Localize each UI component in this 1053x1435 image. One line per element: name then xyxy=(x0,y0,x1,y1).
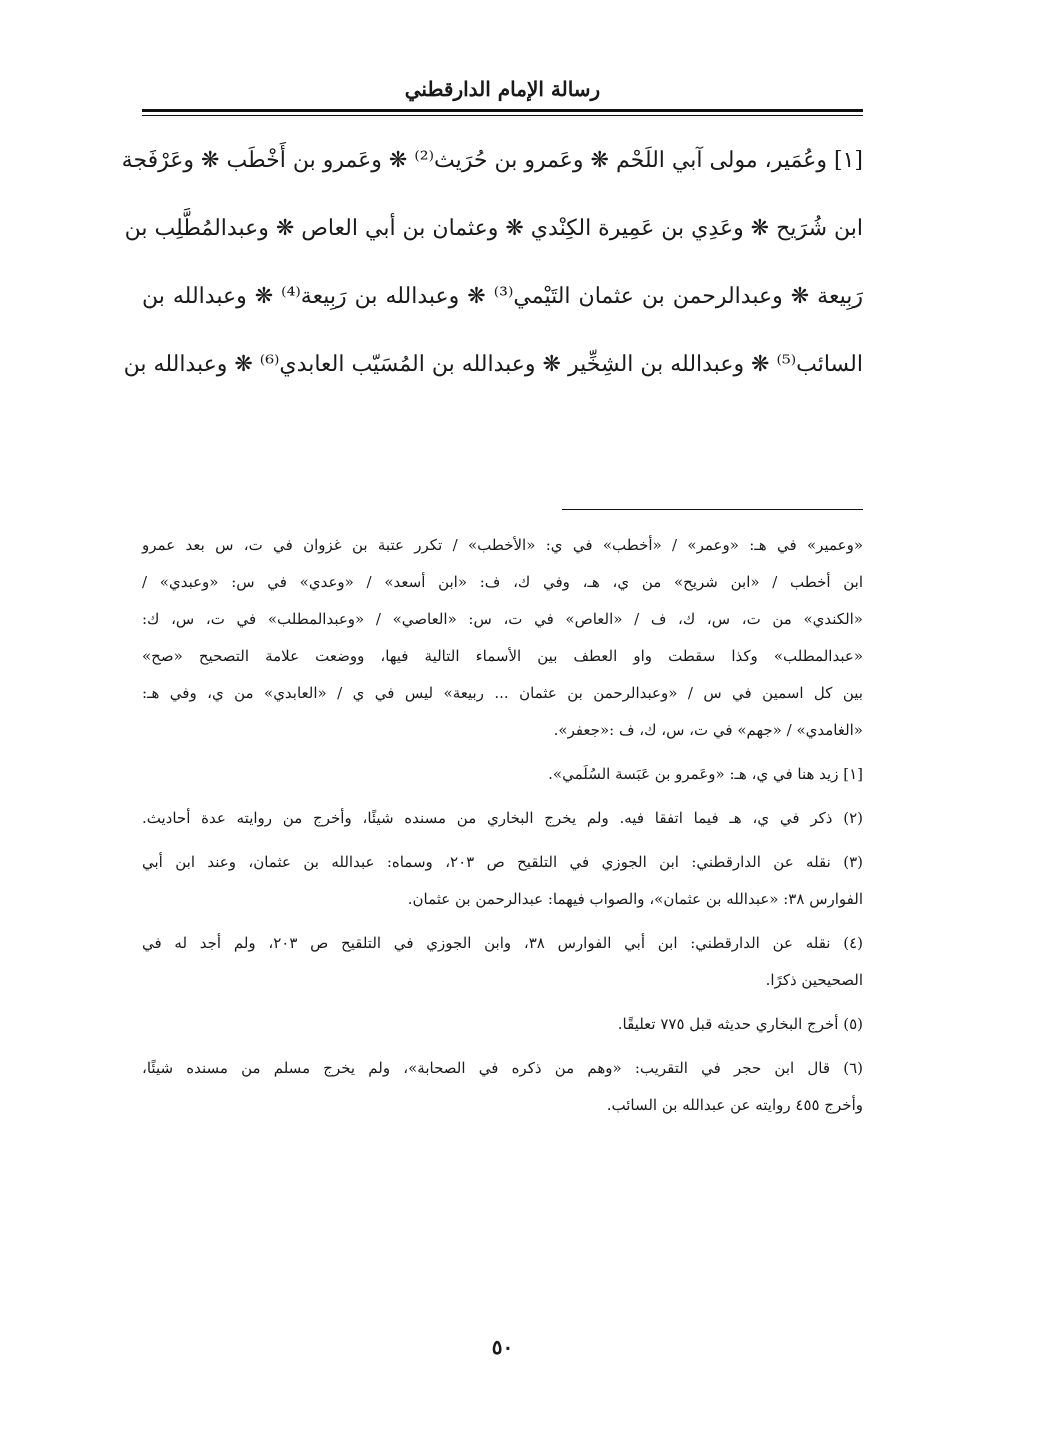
footnote-variant-line: «الغامدي» / «جهم» في ت، س، ك، ف :«جعفر». xyxy=(553,721,863,739)
main-text-line: ابن شُرَيح ❋ وعَدِي بن عَمِيرة الكِنْدي ❋ وعثمان بن أبي العاص ❋ وعبدالمُطَّلِب بن xyxy=(124,216,863,241)
footnote-3-line: (٣) نقله عن الدارقطني: ابن الجوزي في التلقيح ص ٢٠٣، وسماه: عبدالله بن عثمان، وعند ابن أبي xyxy=(142,853,863,871)
footnote-variant-line: بين كل اسمين في س / «وعبدالرحمن بن عثمان ... ربيعة» ليس في ي / «العابدي» من ي، وفي هـ: xyxy=(142,684,863,702)
footnotes-block xyxy=(142,527,863,1124)
main-text-line: السائب⁽⁵⁾ ❋ وعبدالله بن الشِخِّير ❋ وعبدالله بن المُسَيّب العابدي⁽⁶⁾ ❋ وعبدالله بن xyxy=(123,352,863,377)
main-text-line: [١] وعُمَير، مولى آبي اللَحْم ❋ وعَمرو بن حُرَيث⁽²⁾ ❋ وعَمرو بن أَخْطَب ❋ وعَرْفَجة xyxy=(121,148,863,173)
footnote-5: (٥) أخرج البخاري حديثه قبل ٧٧٥ تعليقًا. xyxy=(617,1015,863,1033)
header-rule-thin xyxy=(142,115,863,116)
footnote-variant-line: ابن أخطب / «ابن شريح» من ي، هـ، وفي ك، ف: «ابن أسعد» / «وعدي» في س: «وعبدي» / xyxy=(142,573,863,591)
main-text-line: رَبِيعة ❋ وعبدالرحمن بن عثمان التَيْمي⁽³⁾ ❋ وعبدالله بن رَبِيعة⁽⁴⁾ ❋ وعبدالله بن xyxy=(142,284,863,309)
footnote-3-line: الفوارس ٣٨: «عبدالله بن عثمان»، والصواب فيهما: عبدالرحمن بن عثمان. xyxy=(407,890,863,908)
footnote-separator xyxy=(562,509,863,510)
footnote-6-line: (٦) قال ابن حجر في التقريب: «وهم من ذكره في الصحابة»، ولم يخرج مسلم من مسنده شيئًا، xyxy=(142,1059,863,1077)
footnote-4-line: الصحيحين ذكرًا. xyxy=(765,971,863,989)
footnote-1: [١] زيد هنا في ي، هـ: «وعَمرو بن عَبَسة السُلَمي». xyxy=(548,765,863,783)
footnote-variant-line: «الكندي» من ت، س، ك، ف / «العاص» في ت، س: «العاصي» / «وعبدالمطلب» في ت، س، ك: xyxy=(142,610,863,628)
page-title: رسالة الإمام الدارقطني xyxy=(404,77,601,101)
footnote-4-line: (٤) نقله عن الدارقطني: ابن أبي الفوارس ٣٨، وابن الجوزي في التلقيح ص ٢٠٣، ولم أجد له في xyxy=(142,934,863,952)
header-rule-thick xyxy=(142,109,863,112)
footnote-2: (٢) ذكر في ي، هـ فيما اتفقا فيه. ولم يخرج البخاري من مسنده شيئًا، وأخرج من روايته عدة أحاديث. xyxy=(142,809,863,827)
footnote-6-line: وأخرج ٤٥٥ روايته عن عبدالله بن السائب. xyxy=(606,1096,863,1114)
page-number: ٥٠ xyxy=(491,1335,514,1359)
footnote-variant-line: «وعمير» في هـ: «وعمر» / «أخطب» في ي: «الأخطب» / تكرر عتبة بن غزوان في ت، س بعد عمرو xyxy=(142,536,863,554)
main-text-block xyxy=(121,127,863,399)
footnote-variant-line: «عبدالمطلب» وكذا سقطت واو العطف بين الأسماء التالية فيها، ووضعت علامة التصحيح «صح» xyxy=(142,647,863,665)
